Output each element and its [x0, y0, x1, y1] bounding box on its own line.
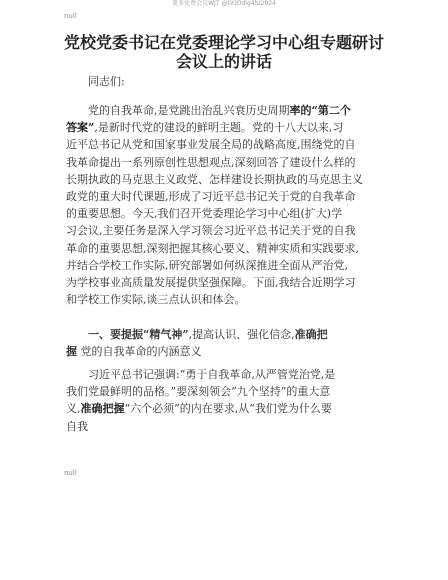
title-line-2: 会议上的讲话	[175, 52, 272, 71]
p1-l2-b: ,是新时代党的建设的鲜明主题。党的十八大以来,习	[94, 121, 344, 135]
h1-l1-a: 一、要提振“精气神”	[88, 328, 189, 341]
page-header-strip: 更多免费会议WJT @GOOdlg4lU2024	[172, 0, 276, 7]
h1-line-1	[66, 326, 384, 343]
p1-line-2	[66, 119, 384, 136]
p2-line-4: 自我	[66, 419, 88, 433]
paragraph-2	[66, 366, 384, 435]
h1-l2-b: 党的自我革命的内涵意义	[80, 345, 202, 359]
h1-l1-b: ,提高认识、强化信念,	[188, 328, 295, 341]
section-heading-1	[66, 326, 384, 360]
document-title	[40, 33, 408, 71]
salutation	[66, 73, 384, 90]
p2-l3-c: “六个必须”的内在要求,从“我们党为什么要	[124, 402, 332, 416]
paragraph-1	[66, 102, 384, 308]
h1-l1-c: 准确把	[294, 328, 328, 341]
p1-line-1	[66, 102, 384, 119]
p1-line-7: 的重要思想。今天,我们召开党委理论学习中心组(扩大)学	[66, 207, 343, 221]
salutation-text: 同志们:	[88, 75, 125, 88]
p2-l3-a: 义,	[66, 402, 81, 416]
p1-l1-b: 率的	[289, 104, 312, 117]
p2-line-1: 习近平总书记强调:“勇于自我革命,从严管党治党,是	[88, 368, 336, 381]
p1-line-5: 长期执政的马克思主义政党、怎样建设长期执政的马克思主义	[66, 172, 363, 186]
p1-l1-c: “第二个	[311, 104, 351, 117]
null-marker-top: null	[64, 12, 77, 20]
p1-l2-a: 答案”	[66, 121, 95, 135]
p1-line-4: 我革命提出一系列原创性思想观点,深刻回答了建设什么样的	[66, 155, 356, 169]
p1-line-9: 革命的重要思想,深刻把握其核心要义、精神实质和实践要求,	[66, 241, 359, 255]
p2-line-3	[66, 400, 384, 417]
p1-line-3: 近平总书记从党和国家事业发展全局的战略高度,围绕党的自	[66, 138, 356, 152]
p1-l1-a: 党的自我革命,是党跳出治乱兴衰历史周期	[88, 104, 290, 117]
p1-line-6: 政党的重大时代课题,形成了习近平总书记关于党的自我革命	[66, 189, 356, 203]
p1-line-10: 并结合学校工作实际,研究部署如何纵深推进全面从严治党,	[66, 258, 348, 272]
p1-line-11: 为学校事业高质量发展提供坚强保障。下面,我结合近期学习	[66, 275, 356, 289]
p1-line-8: 习会议,主要任务是深入学习领会习近平总书记关于党的自我	[66, 224, 356, 238]
p1-line-12: 和学校工作实际,谈三点认识和体会。	[66, 293, 246, 307]
null-marker-bottom: null	[64, 469, 77, 477]
p2-line-2: 我们党最鲜明的品格。”要深刻领会“九个坚持”的重大意	[66, 385, 331, 399]
p2-l3-b: 准确把握	[80, 402, 125, 416]
h1-line-2	[66, 343, 384, 360]
h1-l2-a: 握	[66, 345, 77, 359]
title-line-1: 党校党委书记在党委理论学习中心组专题研讨	[63, 33, 384, 52]
